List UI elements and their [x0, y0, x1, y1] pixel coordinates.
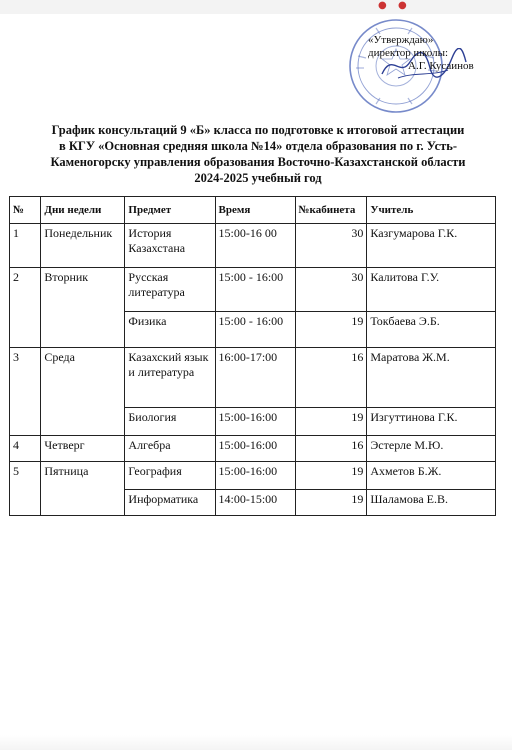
- time-cell: 15:00-16:00: [215, 408, 295, 436]
- row-number-cell: 2: [10, 268, 41, 348]
- day-cell: Четверг: [41, 436, 125, 462]
- approval-title: «Утверждаю»: [368, 34, 434, 46]
- document-title: [20, 122, 496, 186]
- teacher-cell: Шаламова Е.В.: [367, 490, 496, 516]
- time-cell: 14:00-15:00: [215, 490, 295, 516]
- consultation-schedule-table: [9, 196, 496, 516]
- title-line: Каменогорску управления образования Восточно-Казахстанской области: [50, 155, 466, 169]
- header-subject: Предмет: [125, 197, 215, 224]
- subject-cell: География: [125, 462, 215, 490]
- room-cell: 30: [295, 224, 367, 268]
- teacher-cell: Маратова Ж.М.: [367, 348, 496, 408]
- row-number-cell: 3: [10, 348, 41, 436]
- time-cell: 15:00-16:00: [215, 436, 295, 462]
- row-number-cell: 1: [10, 224, 41, 268]
- day-cell: Пятница: [41, 462, 125, 516]
- top-strip: [0, 0, 512, 14]
- header-room: №кабинета: [295, 197, 367, 224]
- room-cell: 16: [295, 436, 367, 462]
- table-row: [10, 462, 496, 490]
- row-number-cell: 4: [10, 436, 41, 462]
- room-cell: 16: [295, 348, 367, 408]
- teacher-cell: Эстерле М.Ю.: [367, 436, 496, 462]
- header-num: №: [10, 197, 41, 224]
- time-cell: 15:00-16:00: [215, 462, 295, 490]
- teacher-cell: Казгумарова Г.К.: [367, 224, 496, 268]
- table-row: [10, 268, 496, 312]
- room-cell: 19: [295, 312, 367, 348]
- day-cell: Вторник: [41, 268, 125, 348]
- table-header-row: [10, 197, 496, 224]
- title-line: 2024-2025 учебный год: [194, 171, 322, 185]
- notification-icon: ●: [398, 0, 407, 11]
- table-row: [10, 436, 496, 462]
- page-bottom-edge: [0, 735, 512, 750]
- table-row: [10, 348, 496, 408]
- subject-cell: Биология: [125, 408, 215, 436]
- subject-cell: История Казахстана: [125, 224, 215, 268]
- teacher-cell: Токбаева Э.Б.: [367, 312, 496, 348]
- time-cell: 16:00-17:00: [215, 348, 295, 408]
- notification-icon: ●: [378, 0, 387, 11]
- subject-cell: Информатика: [125, 490, 215, 516]
- teacher-cell: Калитова Г.У.: [367, 268, 496, 312]
- teacher-cell: Изгуттинова Г.К.: [367, 408, 496, 436]
- table-row: [10, 224, 496, 268]
- room-cell: 19: [295, 462, 367, 490]
- header-teacher: Учитель: [367, 197, 496, 224]
- approval-block: [368, 34, 474, 73]
- approval-director-name: А.Г. Кусаинов: [408, 60, 474, 72]
- row-number-cell: 5: [10, 462, 41, 516]
- subject-cell: Русская литература: [125, 268, 215, 312]
- subject-cell: Алгебра: [125, 436, 215, 462]
- day-cell: Среда: [41, 348, 125, 436]
- header-day: Дни недели: [41, 197, 125, 224]
- day-cell: Понедельник: [41, 224, 125, 268]
- subject-cell: Казахский язык и литература: [125, 348, 215, 408]
- room-cell: 19: [295, 490, 367, 516]
- time-cell: 15:00 - 16:00: [215, 312, 295, 348]
- teacher-cell: Ахметов Б.Ж.: [367, 462, 496, 490]
- title-line: График консультаций 9 «Б» класса по подготовке к итоговой аттестации: [51, 123, 465, 137]
- title-line: в КГУ «Основная средняя школа №14» отдела образования по г. Усть-: [58, 139, 458, 153]
- room-cell: 30: [295, 268, 367, 312]
- approval-position: директор школы:: [368, 47, 449, 59]
- room-cell: 19: [295, 408, 367, 436]
- subject-cell: Физика: [125, 312, 215, 348]
- time-cell: 15:00 - 16:00: [215, 268, 295, 312]
- time-cell: 15:00-16 00: [215, 224, 295, 268]
- header-time: Время: [215, 197, 295, 224]
